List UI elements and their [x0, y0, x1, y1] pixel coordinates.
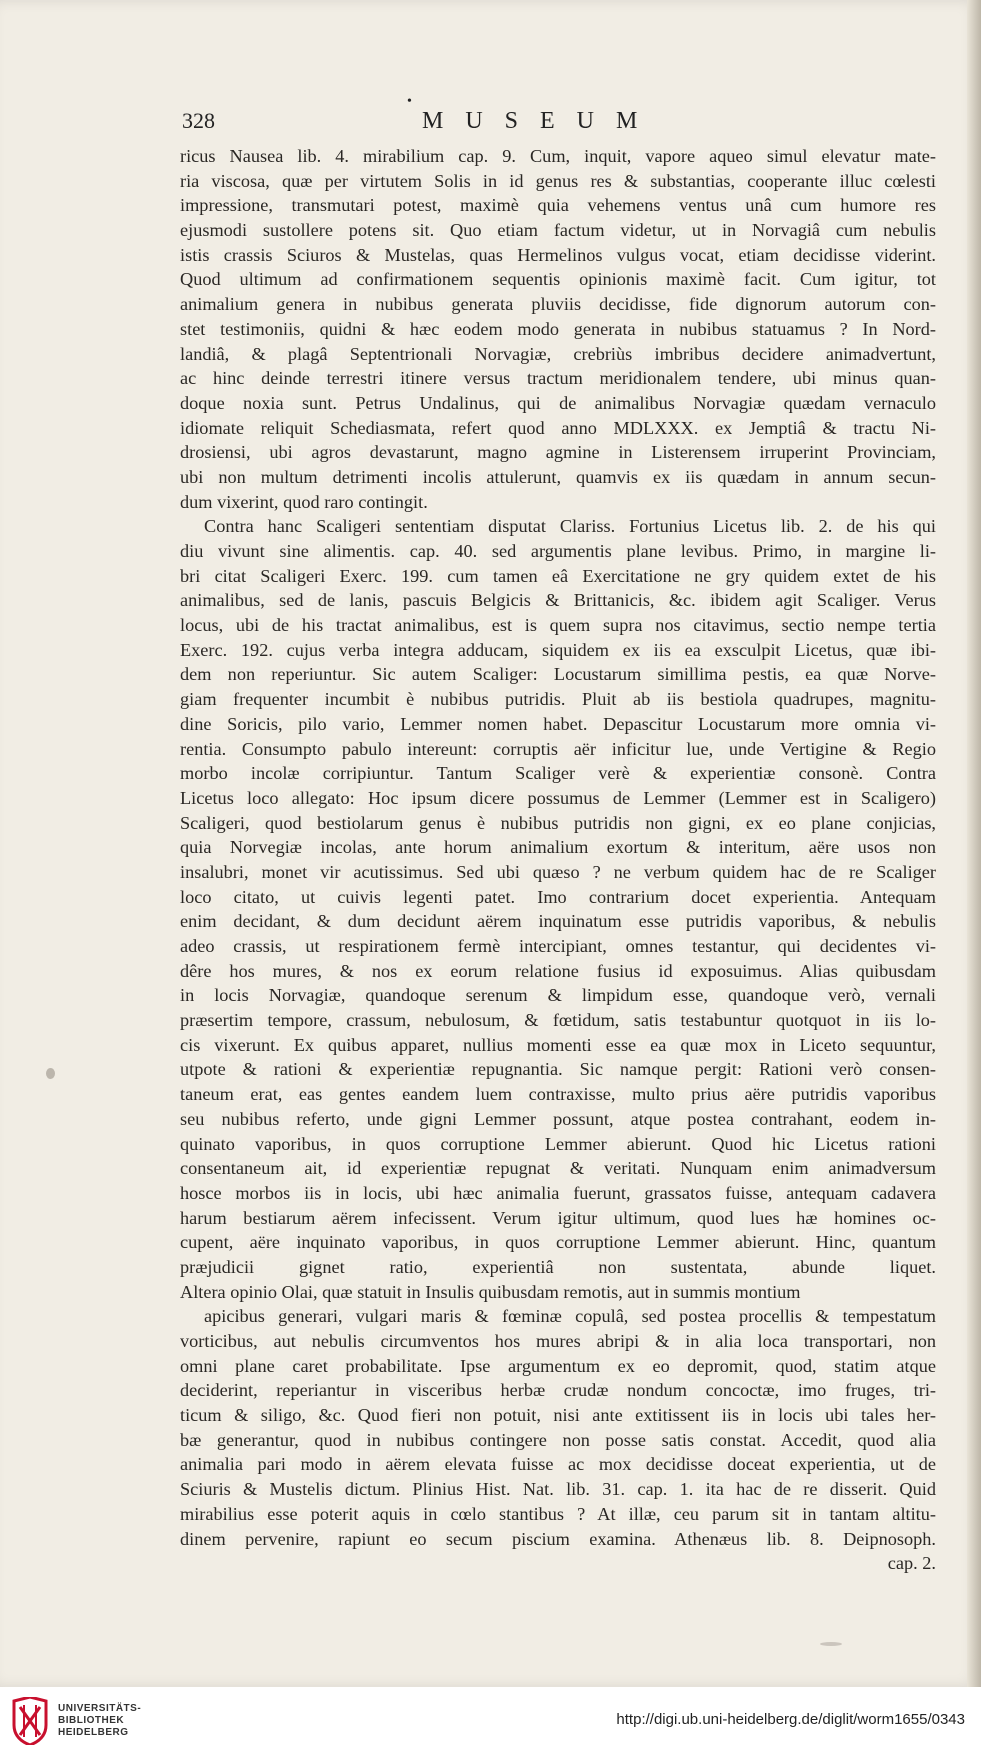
text-line: dine Soricis, pilo vario, Lemmer nomen habet. Depascitur Locustarum more omnia vi- [180, 713, 936, 734]
viewer-footer [0, 1687, 981, 1755]
text-line: Altera opinio Olai, quæ statuit in Insulis quibusdam remotis, aut in summis montium [180, 1281, 801, 1302]
text-line: dinem pervenire, rapiunt eo secum piscium examina. Athenæus lib. 8. Deipnosoph. [180, 1528, 936, 1549]
text-line: animalia pari modo in aërem elevata fuisse ac mox decidisse doceat experientia, ut de [180, 1454, 936, 1475]
text-line: bri citat Scaligeri Exerc. 199. cum tamen eâ Exercitatione ne gry quidem extet de his [180, 565, 936, 586]
text-line: enim decidant, & dum decidunt aërem inquinatum esse putridis vaporibus, & nebulis [180, 911, 936, 932]
text-line: ticum & siligo, &c. Quod fieri non potuit, nisi ante extitissent iis in locis ubi tales her- [180, 1405, 936, 1426]
catchword: cap. 2. [887, 1553, 936, 1574]
text-line: seu nubibus referto, unde gigni Lemmer possunt, atque postea contrahant, eodem in- [180, 1108, 936, 1129]
text-line: in locis Norvagiæ, quandoque serenum & limpidum esse, quandoque verò, vernali [180, 985, 936, 1006]
text-line: harum bestiarum aërem infecissent. Verum igitur ultimum, quod lues hæ homines oc- [180, 1207, 936, 1228]
text-line: landiâ, & plagâ Septentrionali Norvagiæ, crebriùs imbribus decidere animadvertunt, [180, 343, 936, 364]
text-line: ejusmodi sustollere potens sit. Quo etiam factum videtur, ut in Norvagiâ cum nebulis [180, 220, 936, 241]
text-line: idiomate reliquit Schediasmata, refert quod anno MDLXXX. ex Jemptiâ & tractu Ni- [180, 417, 936, 438]
ink-blot [820, 1642, 842, 1646]
text-line: dum vixerint, quod raro contingit. [180, 491, 428, 512]
text-line: Quod ultimum ad confirmationem sequentis opinionis maximè facit. Cum igitur, tot [180, 269, 936, 290]
text-line: taneum erat, eas gentes eandem luem contraxisse, multo prius aëre putridis vaporibus [180, 1084, 936, 1105]
text-line: stet testimoniis, quidni & hæc eodem modo generata in nubibus statuamus ? In Nord- [180, 318, 936, 339]
text-line: insalubri, monet vir acutissimus. Sed ubi quæso ? ne verbum quidem hac de re Scaliger [180, 861, 936, 882]
text-line: cis vixerunt. Ex quibus apparet, nullius momenti esse ea quæ mox in Liceto sequuntur, [180, 1034, 936, 1055]
text-line: giam frequenter incumbit è nubibus putridis. Pluit ab iis bestiola quadrupes, magnitu- [180, 689, 936, 710]
text-line: dem non reperiuntur. Sic autem Scaliger: Locustarum simillima pestis, ea quæ Norve- [180, 664, 936, 685]
page-header [182, 94, 942, 138]
text-line: Scaligeri, quod bestiolarum genus è nubibus putridis non gigni, ex eo plane conjicias, [180, 812, 936, 833]
text-line: rentia. Consumpto pabulo intereunt: corruptis aër inficitur lue, unde Vertigine & Regio [180, 738, 936, 759]
text-line: morbo incolæ corripiuntur. Tantum Scaliger verè & experientiæ consonè. Contra [180, 763, 936, 784]
page-number: 328 [182, 108, 215, 133]
ink-blot [46, 1068, 55, 1079]
text-line: ricus Nausea lib. 4. mirabilium cap. 9. Cum, inquit, vapore aqueo simul elevatur mate- [180, 146, 936, 166]
running-title: MUSEUM [422, 108, 660, 134]
text-line: doque noxia sunt. Petrus Undalinus, qui de animalibus Norvagiæ quædam vernaculo [180, 392, 936, 413]
text-line: istis crassis Sciuros & Mustelas, quas Hermelinos vulgus vocat, etiam decidisse viderint. [180, 244, 936, 265]
text-line: cupent, aëre inquinato vaporibus, in quos corruptione Lemmer abierunt. Hinc, quantum [180, 1232, 936, 1253]
text-line: ubi non multum detrimenti incolis attulerunt, quamvis ex iis quædam in annum secun- [180, 466, 936, 487]
text-line: dêre hos mures, & nos ex eorum relatione fusius id exposuimus. Alias quibusdam [180, 960, 936, 981]
text-line: animalibus, sed de lanis, pascuis Belgicis & Brittanicis, &c. ibidem agit Scaliger. Verus [180, 590, 936, 611]
text-line: locus, ubi de his tractat animalibus, est is quem supra nos citavimus, sectio nempe tertia [180, 615, 936, 636]
text-line: ac hinc deinde terrestri itinere versus tractum meridionalem tendere, ubi minus quan- [180, 368, 936, 389]
library-name-line: UNIVERSITÄTS- [58, 1703, 142, 1714]
header-ornament: • [407, 94, 412, 109]
library-name-line: BIBLIOTHEK [58, 1715, 125, 1726]
text-line: quia Norvegiæ incolas, ante horum animalium exortum & interitum, aëre usos non [180, 837, 936, 858]
text-line: vorticibus, aut nebulis circumventos hos mures abripi & in alia loca transportari, non [180, 1331, 936, 1351]
text-line: hosce morbos iis in locis, ubi hæc animalia fuerunt, grassatos fuisse, antequam cadavera [180, 1182, 936, 1203]
text-line: bæ generantur, quod in nubibus contingere non posse satis constat. Accedit, quod alia [180, 1429, 936, 1450]
text-line: Contra hanc Scaligeri sententiam disputat Clariss. Fortunius Licetus lib. 2. de his qui [204, 516, 936, 537]
text-line: adeo crassis, ut respirationem fermè intercipiant, omnes testantur, qui decidentes vi- [180, 936, 936, 956]
text-line: Exerc. 192. cujus verba integra adducam, siquidem ex iis ea exsculpit Licetus, quæ ibi- [180, 639, 936, 660]
text-line: consentaneum ait, id experientiæ repugnat & veritati. Nunquam enim animadversum [180, 1158, 936, 1179]
text-line: impressione, transmutari potest, maximè quia vehemens ventus unâ cum humore res [180, 195, 936, 216]
text-line: omni plane caret probabilitate. Ipse argumentum ex eo depromit, quod, statim atque [180, 1355, 936, 1376]
body-text [180, 144, 936, 1576]
text-line: mirabilius esse poterit aquis in cœlo stantibus ? At illæ, ceu parum sit in tantam altitu- [180, 1503, 936, 1524]
library-name [58, 1703, 141, 1739]
text-line: diu vivunt sine alimentis. cap. 40. sed argumentis plane levibus. Primo, in margine li- [180, 541, 936, 561]
text-line: Sciuris & Mustelis dictum. Plinius Hist. Nat. lib. 31. cap. 1. ita hac de re disserit. Quid [180, 1479, 936, 1500]
text-line: animalium genera in nubibus generata pluviis decidisse, fide dignorum autorum con- [180, 294, 936, 315]
permalink-url[interactable]: http://digi.ub.uni-heidelberg.de/diglit/worm1655/0343 [616, 1711, 965, 1728]
library-name-line: HEIDELBERG [58, 1727, 129, 1738]
text-line: loco citato, ut cuivis legenti patet. Imo contrarium docet experientia. Antequam [180, 886, 936, 907]
text-line: ria viscosa, quæ per virtutem Solis in id genus res & substantias, cooperante illuc cœlesti [180, 170, 936, 191]
heidelberg-library-logo-icon[interactable] [10, 1697, 50, 1745]
text-line: præsertim tempore, crassum, nebulosum, & fœtidum, satis testabuntur quotquot in iis lo- [180, 1010, 936, 1031]
text-line: Licetus loco allegato: Hoc ipsum dicere possumus de Lemmer (Lemmer est in Scaligero) [180, 787, 936, 808]
text-line: præjudicii gignet ratio, experientiâ non sustentata, abunde liquet. [180, 1256, 936, 1277]
text-line: quinato vaporibus, in quos corruptione Lemmer abierunt. Quod hic Licetus rationi [180, 1133, 936, 1154]
text-line: drosiensi, ubi agros devastarunt, magno agmine in Listerensem irruperint Provinciam, [180, 442, 936, 463]
text-line: utpote & rationi & experientiæ repugnantia. Sic namque pergit: Rationi verò consen- [180, 1059, 936, 1080]
page-edge-shadow [967, 0, 981, 1687]
text-line: deciderint, reperiantur in visceribus herbæ crudæ nondum concoctæ, imo fruges, tri- [180, 1380, 936, 1401]
text-line: apicibus generari, vulgari maris & fœminæ copulâ, sed postea procellis & tempestatum [204, 1306, 936, 1327]
